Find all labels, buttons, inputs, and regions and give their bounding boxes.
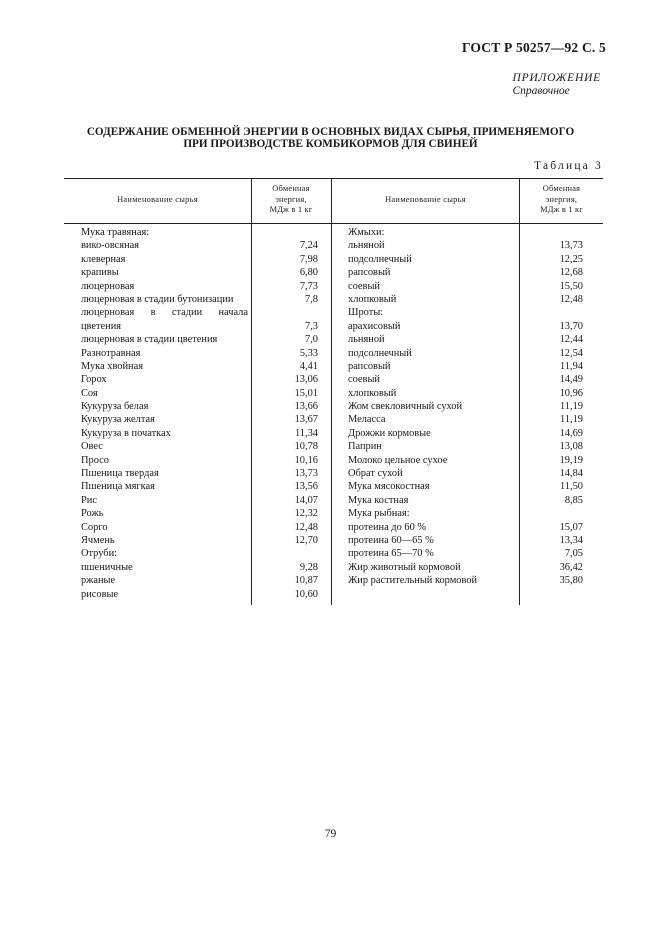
document-title-line-1: СОДЕРЖАНИЕ ОБМЕННОЙ ЭНЕРГИИ В ОСНОВНЫХ ВИДАХ СЫРЬЯ, ПРИМЕНЯЕМОГО xyxy=(86,126,575,138)
table-row xyxy=(81,333,318,346)
raw-material-name: Пшеница мягкая xyxy=(81,481,155,493)
raw-material-name: Дрожжи кормовые xyxy=(348,427,431,439)
table-row xyxy=(81,253,318,266)
table-row xyxy=(81,373,318,386)
table-row xyxy=(81,360,318,373)
energy-header-line-3: МДж в 1 кг xyxy=(540,205,583,214)
energy-value: 4,41 xyxy=(299,360,318,372)
raw-material-name: Мука травяная: xyxy=(81,227,150,238)
right-name-column-header: Наименование сырья xyxy=(385,195,466,204)
table-row xyxy=(348,226,583,239)
table-row xyxy=(81,561,318,574)
table-row xyxy=(348,534,583,547)
table-row xyxy=(81,293,318,306)
table-row xyxy=(348,521,583,534)
raw-material-name: люцерновая в стадии бутонизации xyxy=(81,293,234,305)
table-row xyxy=(348,360,583,373)
energy-value: 14,84 xyxy=(559,468,583,480)
raw-material-name: протеина 65—70 % xyxy=(348,548,434,560)
table-row xyxy=(81,306,318,319)
raw-material-name: Кукуруза белая xyxy=(81,401,149,413)
energy-value: 13,67 xyxy=(294,414,318,426)
table-row xyxy=(348,293,583,306)
raw-material-name: арахисовый xyxy=(348,320,401,332)
table-row xyxy=(348,454,583,467)
table-row xyxy=(348,413,583,426)
table-row xyxy=(348,561,583,574)
right-energy-column-header xyxy=(520,184,603,216)
raw-material-name: Ячмень xyxy=(81,534,115,546)
energy-value: 13,34 xyxy=(559,534,583,546)
energy-value: 12,48 xyxy=(559,293,583,305)
raw-material-name: льняной xyxy=(348,240,385,252)
raw-material-name: вико-овсяная xyxy=(81,240,140,252)
right-column-rows xyxy=(348,226,583,588)
document-title xyxy=(0,126,661,150)
energy-value: 13,70 xyxy=(559,320,583,332)
energy-value: 35,80 xyxy=(559,575,583,587)
table-row xyxy=(348,280,583,293)
energy-value: 12,48 xyxy=(294,521,318,533)
table-row xyxy=(348,480,583,493)
energy-value: 8,85 xyxy=(564,494,583,506)
table-row xyxy=(81,588,318,601)
raw-material-name: Соя xyxy=(81,387,98,399)
table-row xyxy=(348,574,583,587)
raw-material-name: Паприн xyxy=(348,441,382,453)
energy-value: 11,50 xyxy=(560,481,583,493)
energy-value: 9,28 xyxy=(299,561,318,573)
table-row xyxy=(81,413,318,426)
table-row xyxy=(81,521,318,534)
table-row xyxy=(81,266,318,279)
table-row xyxy=(81,507,318,520)
table-row xyxy=(348,387,583,400)
raw-material-name: Мука рыбная: xyxy=(348,508,410,520)
raw-material-name: Жир животный кормовой xyxy=(348,561,461,573)
energy-value: 15,07 xyxy=(559,521,583,533)
raw-material-name: Овес xyxy=(81,441,103,453)
energy-value: 10,87 xyxy=(294,575,318,587)
raw-material-name: Кукуруза в початках xyxy=(81,427,171,439)
energy-value: 7,73 xyxy=(299,280,318,292)
energy-value: 10,60 xyxy=(294,588,318,600)
raw-material-name: ржаные xyxy=(81,575,116,587)
raw-material-name: Разнотравная xyxy=(81,347,141,359)
raw-material-name: рапсовый xyxy=(348,360,391,372)
energy-value: 13,66 xyxy=(294,401,318,413)
table-row xyxy=(81,226,318,239)
table-row xyxy=(81,480,318,493)
energy-value: 12,54 xyxy=(559,347,583,359)
energy-value: 11,94 xyxy=(560,360,583,372)
raw-material-name: соевый xyxy=(348,280,380,292)
energy-value: 12,68 xyxy=(559,267,583,279)
energy-value: 36,42 xyxy=(559,561,583,573)
raw-material-name: рапсовый xyxy=(348,267,391,279)
energy-value: 11,19 xyxy=(560,414,583,426)
table-divider-center xyxy=(331,178,332,605)
table-row xyxy=(81,534,318,547)
table-row xyxy=(348,347,583,360)
raw-material-name: Меласса xyxy=(348,414,386,426)
document-title-line-2: ПРИ ПРОИЗВОДСТВЕ КОМБИКОРМОВ ДЛЯ СВИНЕЙ xyxy=(183,138,478,150)
raw-material-name: люцерновая xyxy=(81,280,135,292)
raw-material-name: клеверная xyxy=(81,253,126,265)
raw-material-name: крапивы xyxy=(81,267,119,279)
raw-material-name: протеина до 60 % xyxy=(348,521,427,533)
table-row xyxy=(348,440,583,453)
table-row xyxy=(81,239,318,252)
raw-material-name: Кукуруза желтая xyxy=(81,414,155,426)
left-column-rows xyxy=(81,226,318,601)
left-energy-column-header xyxy=(251,184,331,216)
energy-value: 6,80 xyxy=(299,267,318,279)
energy-header-line-3: МДж в 1 кг xyxy=(269,205,313,214)
energy-value: 12,32 xyxy=(294,508,318,520)
raw-material-name: Мука костная xyxy=(348,494,409,506)
energy-value: 15,50 xyxy=(559,280,583,292)
raw-material-name: Жмыхи: xyxy=(348,227,385,238)
raw-material-name: Пшеница твердая xyxy=(81,468,159,480)
energy-header-line-2: энергия, xyxy=(545,194,578,204)
raw-material-name: льняной xyxy=(348,334,385,346)
energy-value: 5,33 xyxy=(299,347,318,359)
energy-value: 19,19 xyxy=(559,454,583,466)
table-row xyxy=(81,440,318,453)
energy-value: 10,16 xyxy=(294,454,318,466)
energy-value: 13,56 xyxy=(294,481,318,493)
raw-material-name: рисовые xyxy=(81,588,119,600)
table-row xyxy=(348,333,583,346)
table-row xyxy=(348,494,583,507)
energy-header-line-1: Обменная xyxy=(272,184,310,193)
raw-material-name: Молоко цельное сухое xyxy=(348,454,448,466)
table-row xyxy=(348,320,583,333)
raw-material-name: Шроты: xyxy=(348,307,384,319)
table-row xyxy=(81,547,318,560)
raw-material-name: подсолнечный xyxy=(348,347,412,359)
raw-material-name: Горох xyxy=(81,374,107,386)
raw-material-name: Мука хвойная xyxy=(81,360,144,372)
energy-value: 10,96 xyxy=(559,387,583,399)
raw-material-name: подсолнечный xyxy=(348,253,412,265)
table-row xyxy=(81,427,318,440)
table-top-rule xyxy=(64,178,603,179)
energy-value: 7,98 xyxy=(299,253,318,265)
table-row xyxy=(81,400,318,413)
energy-value: 7,8 xyxy=(305,293,318,305)
energy-header-line-2: энергия, xyxy=(275,194,307,204)
table-row xyxy=(81,454,318,467)
table-row xyxy=(348,400,583,413)
raw-material-name: Мука мясокостная xyxy=(348,481,430,493)
energy-value: 7,0 xyxy=(305,334,318,346)
page-number: 79 xyxy=(324,828,337,840)
energy-value: 11,34 xyxy=(295,427,318,439)
table-row xyxy=(81,280,318,293)
raw-material-name: Жир растительный кормовой xyxy=(348,575,478,587)
energy-value: 15,01 xyxy=(294,387,318,399)
energy-value: 13,08 xyxy=(559,441,583,453)
raw-material-name: Обрат сухой xyxy=(348,468,403,480)
table-header-rule xyxy=(64,223,603,224)
raw-material-name: Рис xyxy=(81,494,97,506)
table-label: Таблица 3 xyxy=(534,160,603,172)
energy-value: 7,24 xyxy=(299,240,318,252)
raw-material-name: Жом свекловичный сухой xyxy=(348,401,463,413)
table-row xyxy=(348,306,583,319)
raw-material-name: цветения xyxy=(81,320,122,332)
table-row xyxy=(348,253,583,266)
energy-value: 7,3 xyxy=(305,320,318,332)
appendix-subtitle: Справочное xyxy=(512,85,570,97)
energy-value: 14,69 xyxy=(559,427,583,439)
raw-material-name: соевый xyxy=(348,374,380,386)
table-row xyxy=(81,494,318,507)
table-row xyxy=(81,347,318,360)
energy-value: 12,25 xyxy=(559,253,583,265)
appendix-block xyxy=(513,72,601,98)
raw-material-name: хлопковый xyxy=(348,293,397,305)
table-row xyxy=(348,239,583,252)
table-row xyxy=(348,427,583,440)
table-row xyxy=(81,467,318,480)
raw-material-name: Отруби: xyxy=(81,548,118,560)
energy-value: 10,78 xyxy=(294,441,318,453)
energy-value: 11,19 xyxy=(560,401,583,413)
table-row xyxy=(348,467,583,480)
energy-header-line-1: Обменная xyxy=(542,184,581,193)
document-reference: ГОСТ Р 50257—92 С. 5 xyxy=(461,40,606,55)
energy-value: 12,70 xyxy=(294,534,318,546)
raw-material-name: Просо xyxy=(81,454,109,466)
energy-value: 13,06 xyxy=(294,374,318,386)
energy-value: 14,49 xyxy=(559,374,583,386)
energy-value: 13,73 xyxy=(294,468,318,480)
left-name-column-header: Наименование сырья xyxy=(117,195,198,204)
raw-material-name: пшеничные xyxy=(81,561,133,573)
table-row xyxy=(81,320,318,333)
table-row xyxy=(81,574,318,587)
raw-material-name: люцерновая в стадии цветения xyxy=(81,334,218,346)
table-row xyxy=(81,387,318,400)
energy-value: 7,05 xyxy=(564,548,583,560)
table-row xyxy=(348,547,583,560)
appendix-title: ПРИЛОЖЕНИЕ xyxy=(512,72,601,84)
energy-value: 14,07 xyxy=(294,494,318,506)
energy-value: 12,44 xyxy=(559,334,583,346)
raw-material-name: люцерновая в стадии начала xyxy=(81,307,248,319)
table-row xyxy=(348,507,583,520)
raw-material-name: Сорго xyxy=(81,521,108,533)
raw-material-name: протеина 60—65 % xyxy=(348,534,434,546)
energy-value: 13,73 xyxy=(559,240,583,252)
table-row xyxy=(348,373,583,386)
raw-material-name: Рожь xyxy=(81,508,104,520)
table-row xyxy=(348,266,583,279)
raw-material-name: хлопковый xyxy=(348,387,397,399)
